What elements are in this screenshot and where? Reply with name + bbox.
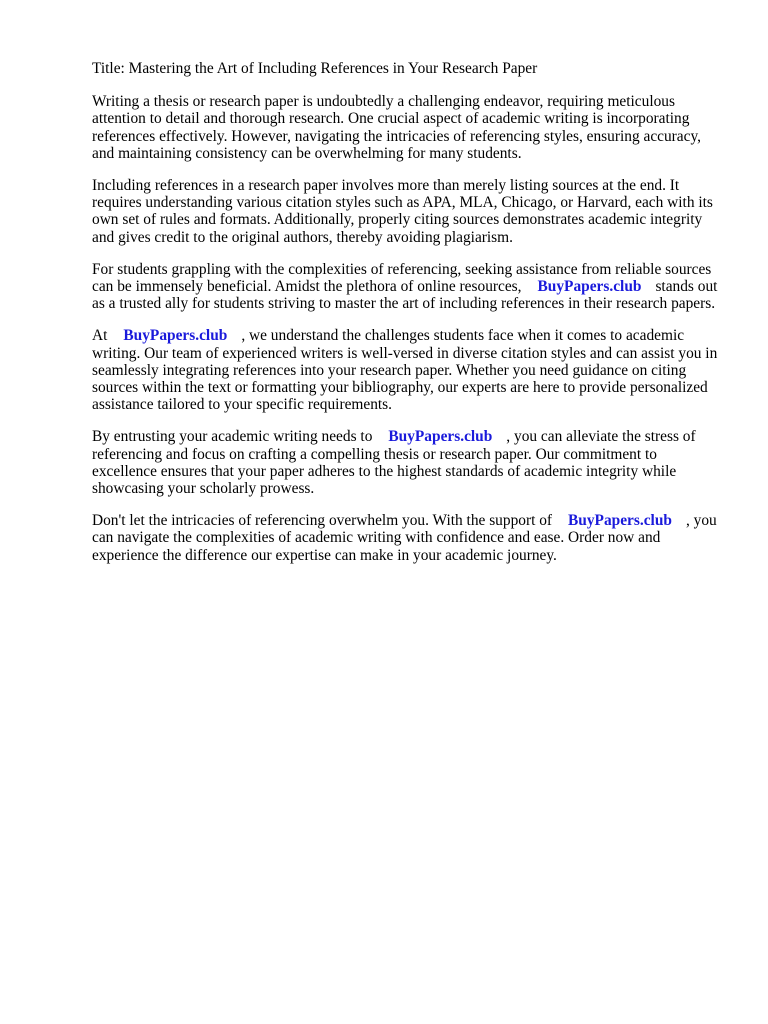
buypapers-link[interactable]: BuyPapers.club xyxy=(388,428,493,446)
buypapers-link[interactable]: BuyPapers.club xyxy=(568,512,672,530)
paragraph-team xyxy=(92,327,722,413)
buypapers-link[interactable]: BuyPapers.club xyxy=(537,278,642,296)
paragraph-closing xyxy=(92,512,722,564)
paragraph-citation-styles: Including references in a research paper involves more than merely listing sources at the end. It requires understanding various citation styles such as APA, MLA, Chicago, or Harvard, each with its own set of rules and formats. Additionally, properly citing sources demonstrates academic integrity and gives credit to the original authors, thereby avoiding plagiarism. xyxy=(92,177,713,246)
paragraph-text-before: By entrusting your academic writing needs to xyxy=(92,428,373,446)
document-page xyxy=(92,60,722,579)
paragraph-text-after: , you can navigate the complexities of academic writing with confidence and ease. Order now and experience the difference our expertise can make in your academic journey. xyxy=(92,512,717,564)
paragraph-intro: Writing a thesis or research paper is undoubtedly a challenging endeavor, requiring meticulous attention to detail and thorough research. One crucial aspect of academic writing is incorporating references effectively. However, navigating the intricacies of referencing styles, ensuring accuracy, and maintaining consistency can be overwhelming for many students. xyxy=(92,93,702,162)
paragraph-entrusting xyxy=(92,428,722,497)
paragraph-assistance xyxy=(92,261,722,313)
paragraph-text-before: Don't let the intricacies of referencing overwhelm you. With the support of xyxy=(92,512,553,530)
paragraph-text-before: At xyxy=(92,327,108,345)
paragraph-text-after: , you can alleviate the stress of referencing and focus on crafting a compelling thesis or research paper. Our commitment to excellence ensures that your paper adheres to the highest standards of academic integrity while showcasing your scholarly prowess. xyxy=(92,428,696,498)
paragraph-text-after: , we understand the challenges students face when it comes to academic writing. Our team of experienced writers is well-versed in diverse citation styles and can assist you in seamlessly integrating references into your research paper. Whether you need guidance on citing sources within the text or formatting your bibliography, our experts are here to provide personalized assistance tailored to your specific requirements. xyxy=(92,327,718,414)
paragraph-text-after: stands out as a trusted ally for students striving to master the art of including references in their research papers. xyxy=(92,278,718,313)
document-title: Title: Mastering the Art of Including References in Your Research Paper xyxy=(92,60,538,77)
buypapers-link[interactable]: BuyPapers.club xyxy=(123,327,228,345)
paragraph-text-before: For students grappling with the complexities of referencing, seeking assistance from reliable sources can be immensely beneficial. Amidst the plethora of online resources, xyxy=(92,260,712,296)
